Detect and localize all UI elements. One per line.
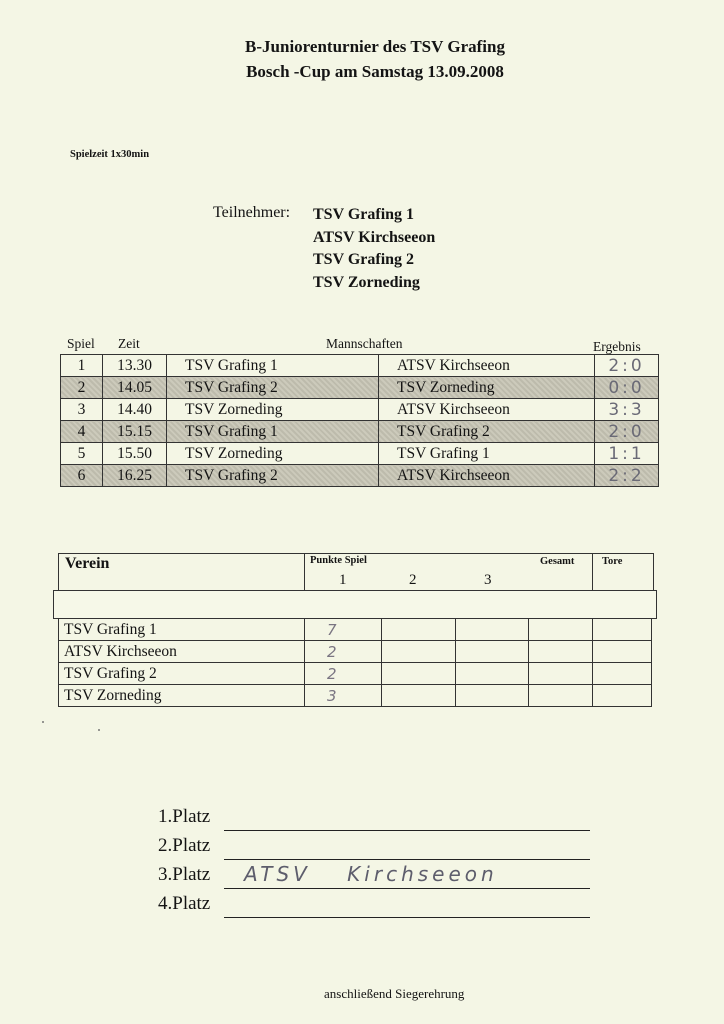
match-number: 3	[61, 399, 103, 421]
teilnehmer-label: Teilnehmer:	[213, 204, 291, 221]
placement-4-line	[224, 898, 590, 918]
match-number: 2	[61, 377, 103, 399]
placement-3-label: 3.Platz	[158, 864, 211, 885]
match-away-team: ATSV Kirchseeon	[379, 355, 595, 377]
match-result: 3:3	[595, 399, 659, 421]
standings-team: TSV Zorneding	[59, 685, 305, 707]
match-time: 13.30	[103, 355, 167, 377]
placement-3-handwritten: ATSV Kirchseeon	[244, 862, 498, 886]
match-time: 15.15	[103, 421, 167, 443]
document-title: B-Juniorenturnier des TSV Grafing	[245, 37, 505, 56]
standings-cell	[529, 663, 593, 685]
schedule-header-mannschaften: Mannschaften	[326, 336, 403, 351]
standings-row	[59, 641, 652, 663]
match-away-team: TSV Grafing 1	[379, 443, 595, 465]
standings-header-spiel-3: 3	[484, 572, 492, 588]
scan-speck	[98, 729, 100, 731]
match-number: 1	[61, 355, 103, 377]
standings-cell	[456, 619, 529, 641]
standings-cell	[382, 663, 456, 685]
standings-divider	[304, 554, 305, 592]
schedule-header-spiel: Spiel	[67, 336, 95, 351]
standings-points-spiel-1: 7	[305, 619, 382, 641]
match-number: 5	[61, 443, 103, 465]
schedule-row	[61, 443, 659, 465]
standings-cell	[593, 663, 652, 685]
match-number: 6	[61, 465, 103, 487]
schedule-row	[61, 355, 659, 377]
teilnehmer-list	[313, 204, 435, 294]
match-result: 0:0	[595, 377, 659, 399]
schedule-row	[61, 421, 659, 443]
schedule-row	[61, 465, 659, 487]
standings-cell	[529, 641, 593, 663]
standings-cell	[593, 685, 652, 707]
schedule-row	[61, 377, 659, 399]
match-result: 2:0	[595, 355, 659, 377]
standings-team: ATSV Kirchseeon	[59, 641, 305, 663]
standings-header-verein: Verein	[65, 555, 110, 572]
match-result: 2:2	[595, 465, 659, 487]
placement-1-label: 1.Platz	[158, 806, 211, 827]
standings-points-spiel-1: 2	[305, 663, 382, 685]
schedule-header-ergebnis: Ergebnis	[593, 339, 641, 354]
standings-blank-strip	[53, 590, 657, 619]
standings-row	[59, 619, 652, 641]
match-home-team: TSV Grafing 1	[167, 355, 379, 377]
standings-row	[59, 663, 652, 685]
standings-cell	[456, 685, 529, 707]
match-time: 16.25	[103, 465, 167, 487]
standings-cell	[529, 685, 593, 707]
document-subtitle: Bosch -Cup am Samstag 13.09.2008	[246, 62, 504, 81]
standings-cell	[593, 641, 652, 663]
standings-row	[59, 685, 652, 707]
standings-cell	[456, 641, 529, 663]
standings-cell	[456, 663, 529, 685]
match-away-team: TSV Grafing 2	[379, 421, 595, 443]
match-home-team: TSV Grafing 2	[167, 377, 379, 399]
teilnehmer-item: TSV Zorneding	[313, 273, 420, 291]
match-away-team: ATSV Kirchseeon	[379, 399, 595, 421]
schedule-header-zeit: Zeit	[118, 336, 140, 351]
match-result: 2:0	[595, 421, 659, 443]
spielzeit-note: Spielzeit 1x30min	[70, 149, 150, 160]
standings-cell	[382, 685, 456, 707]
teilnehmer-item: TSV Grafing 2	[313, 251, 415, 268]
standings-points-spiel-1: 2	[305, 641, 382, 663]
footer-note: anschließend Siegerehrung	[324, 986, 465, 1001]
standings-divider	[592, 554, 593, 592]
standings-cell	[382, 641, 456, 663]
schedule-row	[61, 399, 659, 421]
match-time: 14.05	[103, 377, 167, 399]
standings-header-punkte-spiel: Punkte Spiel	[310, 555, 367, 566]
standings-points-spiel-1: 3	[305, 685, 382, 707]
standings-cell	[382, 619, 456, 641]
placement-2-line	[224, 840, 590, 860]
match-home-team: TSV Grafing 2	[167, 465, 379, 487]
match-home-team: TSV Zorneding	[167, 399, 379, 421]
standings-header-tore: Tore	[602, 556, 623, 567]
placement-4-label: 4.Platz	[158, 893, 211, 914]
match-time: 15.50	[103, 443, 167, 465]
standings-header-spiel-1: 1	[339, 572, 347, 588]
match-away-team: TSV Zorneding	[379, 377, 595, 399]
match-number: 4	[61, 421, 103, 443]
match-time: 14.40	[103, 399, 167, 421]
standings-team: TSV Grafing 1	[59, 619, 305, 641]
schedule-table	[60, 354, 659, 487]
standings-header	[58, 553, 654, 593]
standings-header-spiel-2: 2	[409, 572, 417, 588]
match-home-team: TSV Grafing 1	[167, 421, 379, 443]
standings-cell	[593, 619, 652, 641]
standings-table	[58, 618, 652, 707]
match-result: 1:1	[595, 443, 659, 465]
match-home-team: TSV Zorneding	[167, 443, 379, 465]
match-away-team: ATSV Kirchseeon	[379, 465, 595, 487]
teilnehmer-item: ATSV Kirchseeon	[313, 228, 436, 246]
standings-cell	[529, 619, 593, 641]
placement-1-line	[224, 810, 590, 831]
standings-team: TSV Grafing 2	[59, 663, 305, 685]
teilnehmer-item: TSV Grafing 1	[313, 206, 415, 223]
placement-2-label: 2.Platz	[158, 835, 211, 856]
standings-header-gesamt: Gesamt	[540, 556, 575, 567]
scan-speck	[42, 721, 44, 723]
